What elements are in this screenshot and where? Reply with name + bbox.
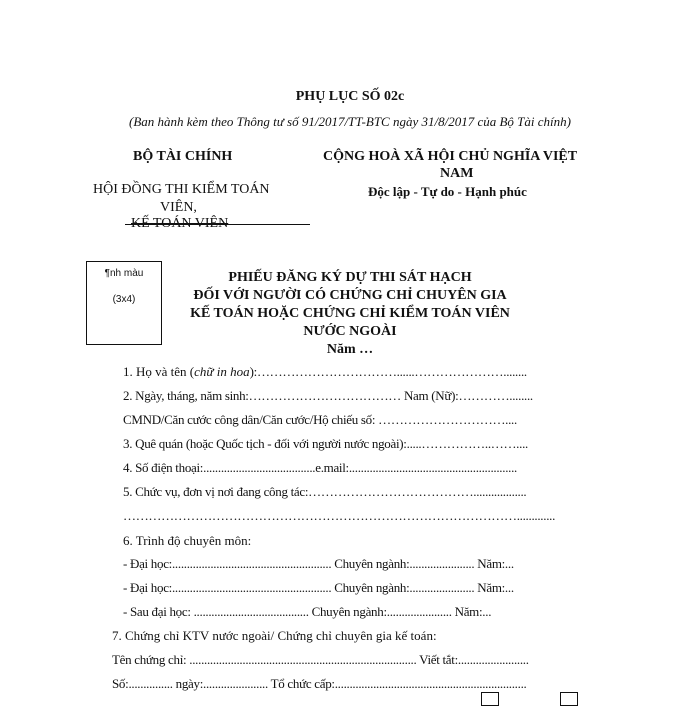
field-full-name-dots: ):……………………………......…………………........: [249, 364, 527, 379]
field-full-name[interactable]: [123, 364, 527, 380]
republic-name-line1: CỘNG HOÀ XÃ HỘI CHỦ NGHĨA VIỆT: [323, 149, 578, 164]
field-university-1[interactable]: - Đại học:...................................................... Chuyên ngành:...................... Năm:...: [123, 556, 514, 571]
checkbox-2[interactable]: [560, 692, 578, 706]
form-year: Năm …: [326, 342, 374, 357]
council-name-line1: HỘI ĐỒNG THI KIỂM TOÁN: [93, 182, 270, 197]
section-certificate: 7. Chứng chỉ KTV nước ngoài/ Chứng chỉ chuyên gia kế toán:: [112, 628, 437, 643]
form-title-line1: PHIẾU ĐĂNG KÝ DỰ THI SÁT HẠCH: [228, 270, 472, 285]
field-certificate-name[interactable]: Tên chứng chỉ: ............................................................................. Viết tắt:........................: [112, 652, 529, 667]
ministry-name: BỘ TÀI CHÍNH: [133, 149, 233, 164]
republic-name-line2: NAM: [440, 166, 474, 181]
field-full-name-hint: chữ in hoa: [194, 364, 250, 379]
checkbox-1[interactable]: [481, 692, 499, 706]
appendix-title: PHỤ LỤC SỐ 02c: [295, 89, 405, 104]
photo-size: (3x4): [112, 294, 136, 305]
field-date-of-birth[interactable]: 2. Ngày, tháng, năm sinh:……………………………… Nam (Nữ):…………........: [123, 388, 533, 403]
photo-placeholder: [86, 261, 162, 345]
field-id-card[interactable]: CMND/Căn cước công dân/Căn cước/Hộ chiếu số: …………………………....: [123, 412, 517, 427]
national-motto: Độc lập - Tự do - Hạnh phúc: [368, 184, 527, 199]
field-hometown[interactable]: 3. Quê quán (hoặc Quốc tịch - đối với người nước ngoài):.....……………..……....: [123, 436, 528, 451]
appendix-subtitle: (Ban hành kèm theo Thông tư số 91/2017/TT-BTC ngày 31/8/2017 của Bộ Tài chính): [129, 114, 571, 129]
council-name-line3: KẾ TOÁN VIÊN: [131, 216, 229, 231]
council-name-line2: VIÊN,: [160, 200, 197, 215]
field-position-workplace[interactable]: 5. Chức vụ, đơn vị nơi đang công tác:…………………………………..................: [123, 484, 527, 499]
field-postgraduate[interactable]: - Sau đại học: ....................................... Chuyên ngành:...................... Năm:...: [123, 604, 492, 619]
field-phone-email[interactable]: 4. Số điện thoại:......................................e.mail:.........................................................: [123, 460, 518, 475]
field-certificate-number[interactable]: Số:............... ngày:...................... Tổ chức cấp:.................................................................: [112, 676, 527, 691]
field-full-name-prefix: 1. Họ và tên (: [123, 364, 195, 379]
photo-label: ¶nh màu: [104, 268, 144, 279]
form-title-line4: NƯỚC NGOÀI: [303, 324, 397, 339]
council-underline: [125, 224, 310, 225]
field-university-2[interactable]: - Đại học:...................................................... Chuyên ngành:...................... Năm:...: [123, 580, 514, 595]
form-title-line3: KẾ TOÁN HOẶC CHỨNG CHỈ KIỂM TOÁN VIÊN: [190, 306, 510, 321]
form-title-line2: ĐỐI VỚI NGƯỜI CÓ CHỨNG CHỈ CHUYÊN GIA: [193, 288, 507, 303]
section-qualifications: 6. Trình độ chuyên môn:: [123, 533, 252, 548]
field-position-continued[interactable]: ………………………………………………………………………………….............: [123, 508, 556, 523]
